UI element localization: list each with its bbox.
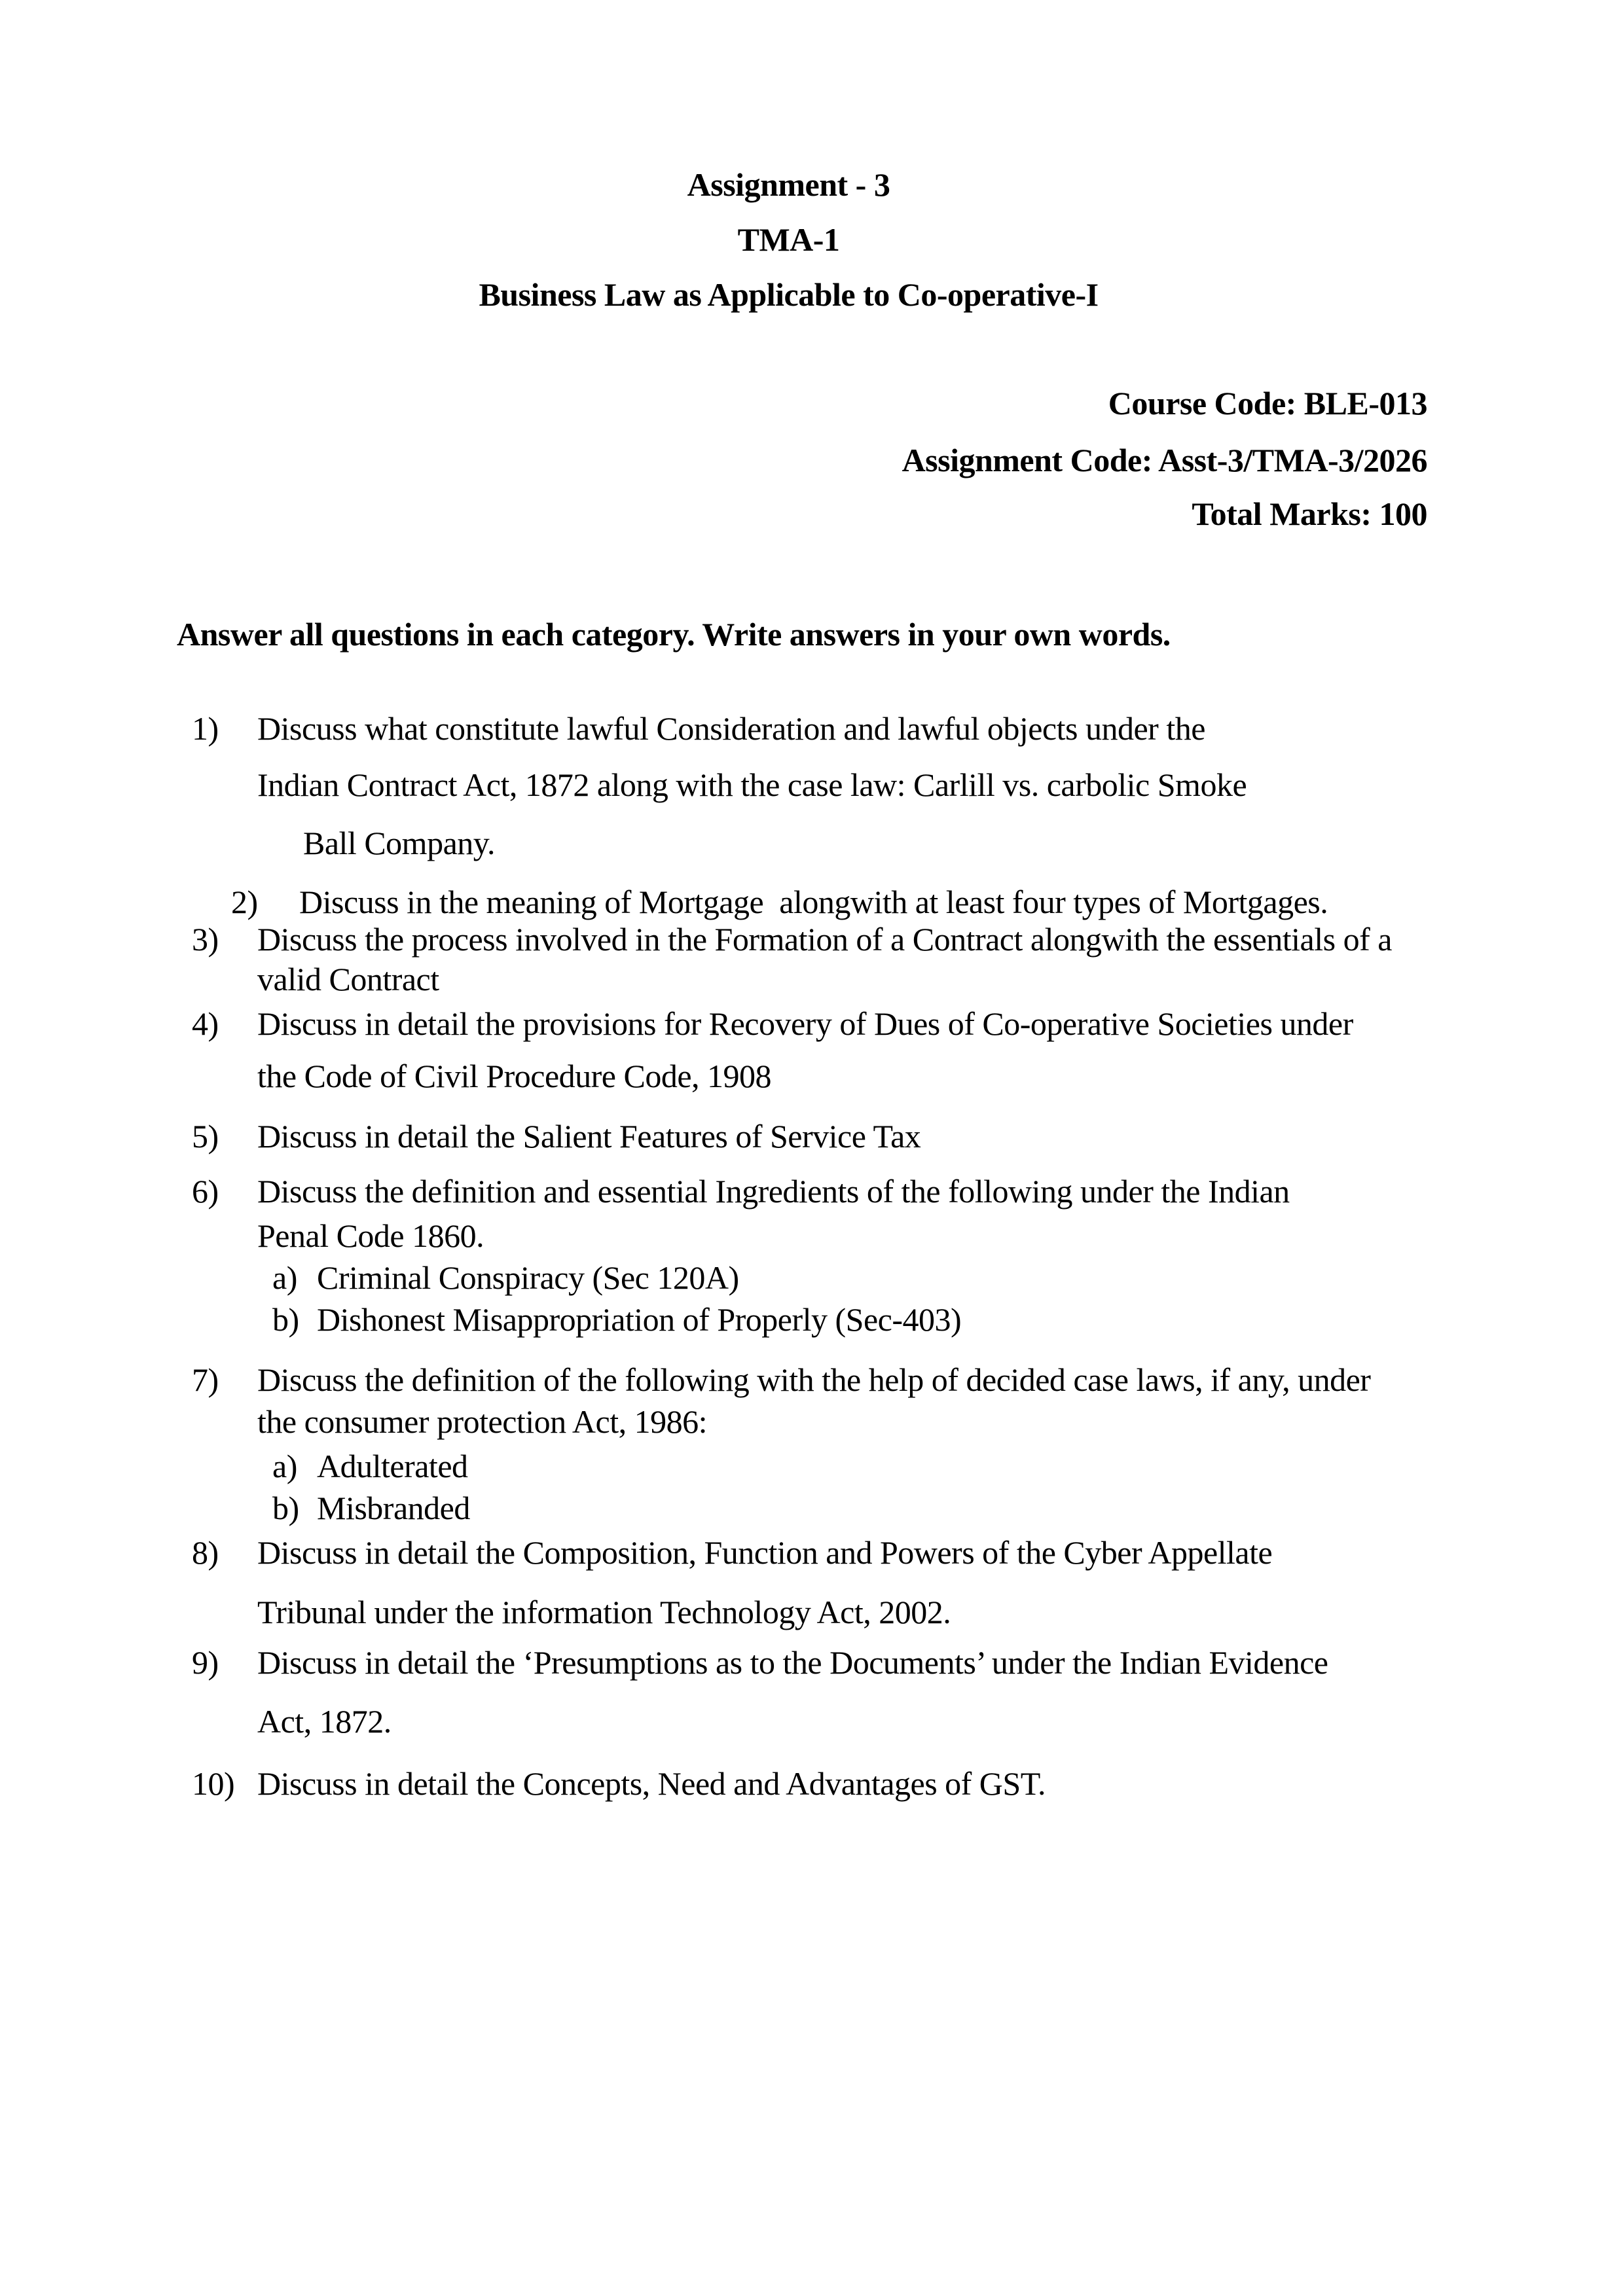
question-6-line-1: Discuss the definition and essential Ingredients of the following under the Indian <box>257 1173 1290 1210</box>
question-6-line-2: Penal Code 1860. <box>257 1217 484 1254</box>
question-4-line-1: Discuss in detail the provisions for Recovery of Dues of Co-operative Societies under <box>257 1005 1353 1042</box>
question-9 <box>192 1646 1328 1679</box>
doc-title-assignment: Assignment - 3 <box>687 166 890 203</box>
question-7-sub-a-label: a) <box>272 1448 297 1484</box>
doc-title-course: Business Law as Applicable to Co-operative-I <box>479 276 1099 313</box>
question-2-number: 2) <box>231 884 258 920</box>
question-1 <box>192 712 1205 745</box>
question-9-line-1: Discuss in detail the ‘Presumptions as to the Documents’ under the Indian Evidence <box>257 1644 1328 1681</box>
question-6-sub-a-label: a) <box>272 1259 297 1296</box>
question-1-number: 1) <box>192 710 219 747</box>
question-8-line-1: Discuss in detail the Composition, Function and Powers of the Cyber Appellate <box>257 1534 1273 1571</box>
question-4-line-2: the Code of Civil Procedure Code, 1908 <box>257 1058 772 1094</box>
question-8 <box>192 1536 1272 1569</box>
question-4-number: 4) <box>192 1005 219 1042</box>
question-8-number: 8) <box>192 1534 219 1571</box>
question-6 <box>192 1175 1290 1208</box>
doc-title-tma: TMA-1 <box>737 221 840 258</box>
question-7-sub-b-label: b) <box>272 1490 299 1526</box>
question-6-sub-b-label: b) <box>272 1301 299 1338</box>
question-5-number: 5) <box>192 1118 219 1155</box>
question-5 <box>192 1120 921 1153</box>
question-6-sub-b <box>272 1303 961 1336</box>
question-7-sub-a <box>272 1450 468 1482</box>
question-2 <box>231 886 1328 918</box>
question-2-line-1: Discuss in the meaning of Mortgage alongwith at least four types of Mortgages. <box>299 884 1328 920</box>
question-10 <box>192 1767 1046 1800</box>
question-7-line-1: Discuss the definition of the following with the help of decided case laws, if any, under <box>257 1361 1371 1398</box>
question-9-line-2: Act, 1872. <box>257 1703 392 1740</box>
question-3 <box>192 923 1392 956</box>
question-7-sub-a-text: Adulterated <box>317 1448 468 1484</box>
question-10-number: 10) <box>192 1765 235 1802</box>
assignment-code: Assignment Code: Asst-3/TMA-3/2026 <box>902 442 1427 478</box>
question-10-line-1: Discuss in detail the Concepts, Need and Advantages of GST. <box>257 1765 1046 1802</box>
question-4 <box>192 1007 1353 1040</box>
question-1-line-1: Discuss what constitute lawful Consideration and lawful objects under the <box>257 710 1205 747</box>
total-marks: Total Marks: 100 <box>1192 495 1427 532</box>
question-7-sub-b <box>272 1492 470 1524</box>
question-7-line-2: the consumer protection Act, 1986: <box>257 1403 708 1440</box>
question-8-line-2: Tribunal under the information Technology Act, 2002. <box>257 1594 951 1630</box>
question-3-number: 3) <box>192 921 219 958</box>
question-7-sub-b-text: Misbranded <box>317 1490 470 1526</box>
question-6-sub-a <box>272 1261 739 1294</box>
question-7 <box>192 1363 1370 1396</box>
question-5-line-1: Discuss in detail the Salient Features of Service Tax <box>257 1118 921 1155</box>
question-1-line-2: Indian Contract Act, 1872 along with the case law: Carlill vs. carbolic Smoke <box>257 766 1247 803</box>
question-3-line-2: valid Contract <box>257 961 439 997</box>
question-9-number: 9) <box>192 1644 219 1681</box>
question-6-sub-a-text: Criminal Conspiracy (Sec 120A) <box>317 1259 739 1296</box>
question-1-line-3: Ball Company. <box>303 825 496 861</box>
course-code: Course Code: BLE-013 <box>1108 385 1427 422</box>
question-6-sub-b-text: Dishonest Misappropriation of Properly (Sec-403) <box>317 1301 962 1338</box>
instruction: Answer all questions in each category. Write answers in your own words. <box>177 616 1171 653</box>
question-3-line-1: Discuss the process involved in the Formation of a Contract alongwith the essentials of a <box>257 921 1392 958</box>
question-7-number: 7) <box>192 1361 219 1398</box>
question-6-number: 6) <box>192 1173 219 1210</box>
